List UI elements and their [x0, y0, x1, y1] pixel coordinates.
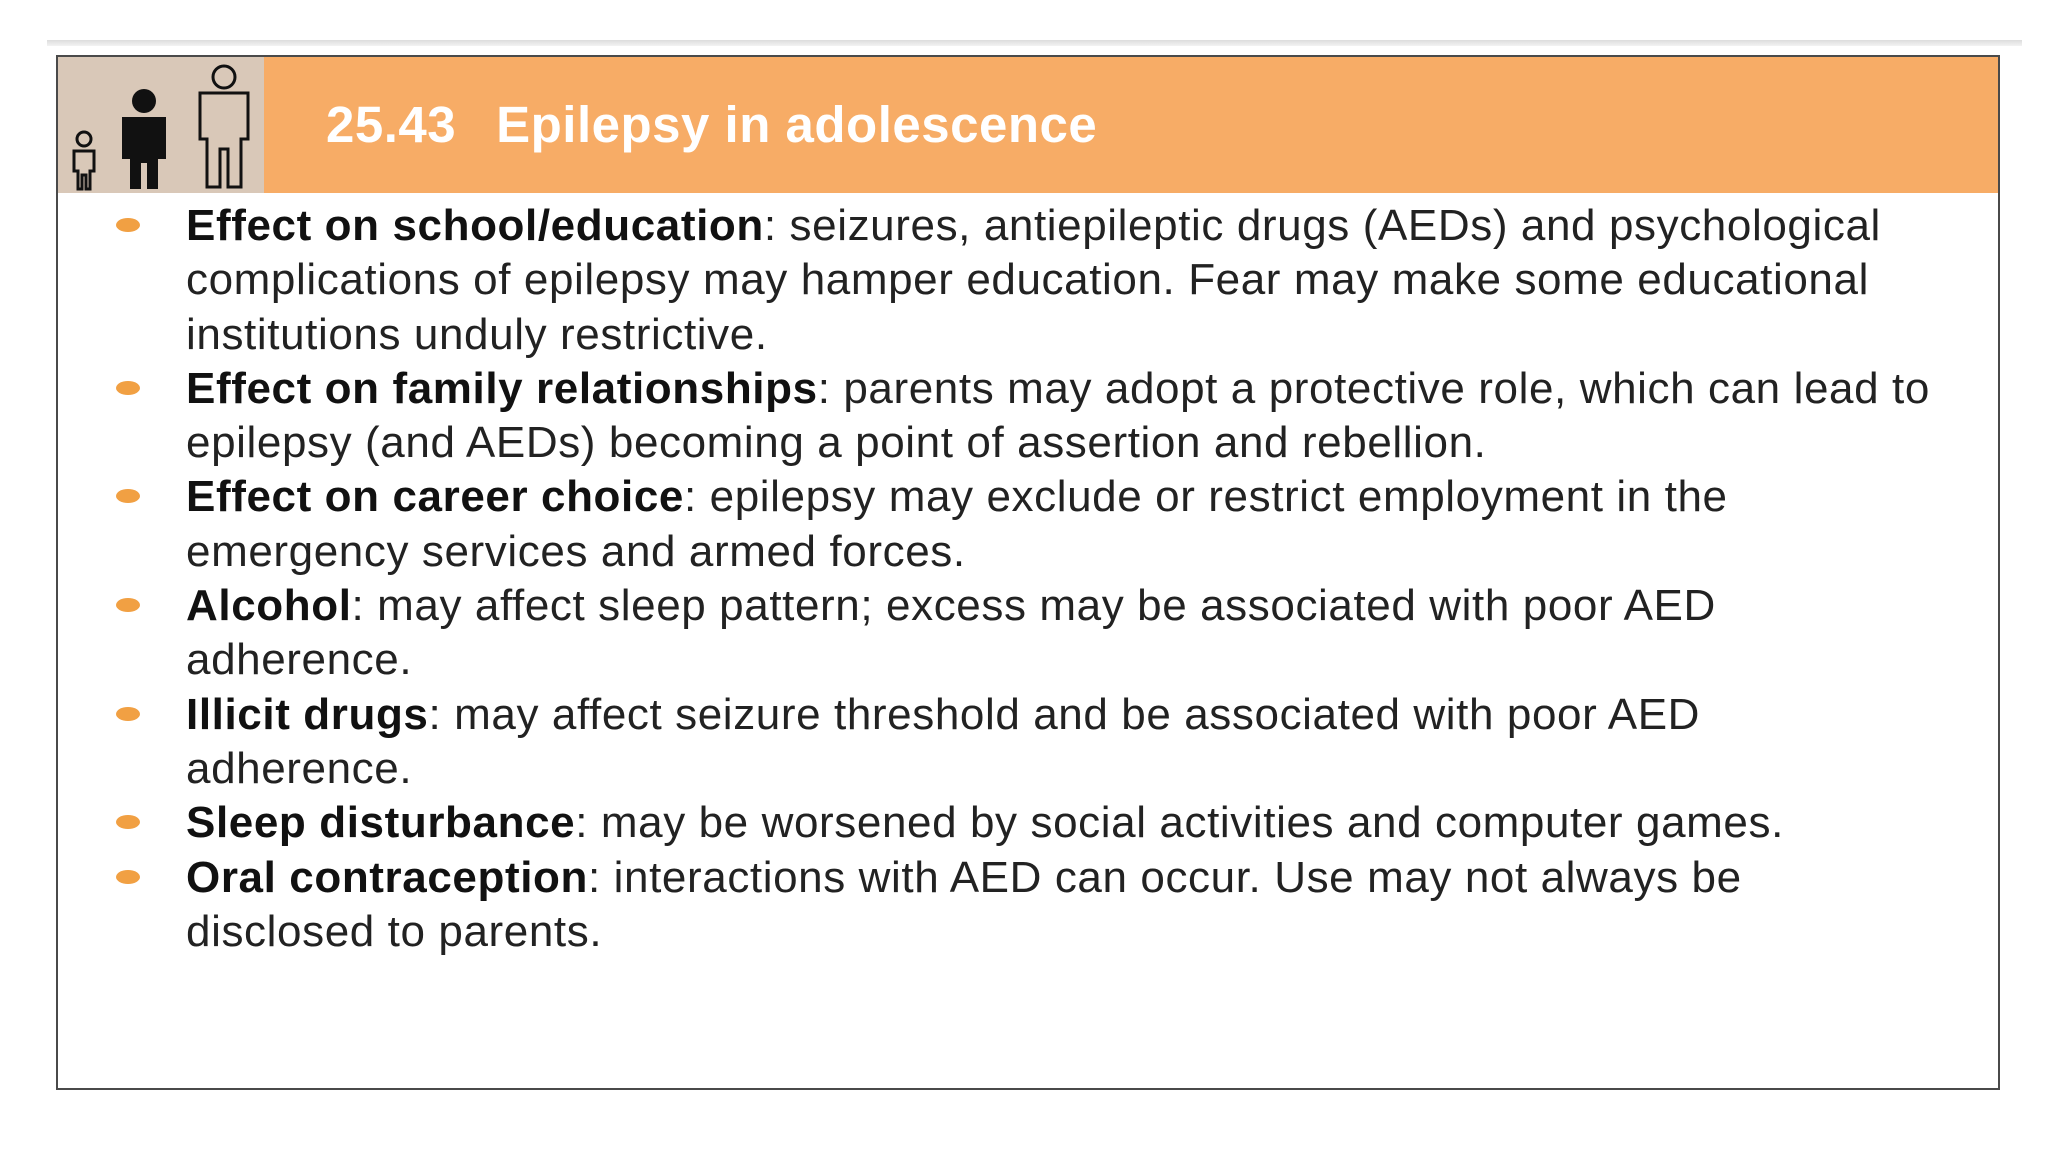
- icon-panel: [58, 57, 264, 193]
- item-text: : interactions with AED can occur. Use may not always be disclosed to parents.: [186, 852, 1742, 956]
- item-text: : epilepsy may exclude or restrict employment in the emergency services and armed forces.: [186, 472, 1728, 576]
- box-header: [58, 57, 1998, 193]
- item-text: : parents may adopt a protective role, which can lead to epilepsy (and AEDs) becoming a point of assertion and rebellion.: [186, 363, 1930, 468]
- bullet-dot: [116, 870, 140, 884]
- bullet-dot: [116, 815, 140, 829]
- item-text: : may be worsened by social activities and computer games.: [575, 798, 1784, 848]
- item-term: Effect on family relationships: [186, 363, 818, 413]
- bullet-dot: [116, 218, 140, 232]
- info-box: [56, 55, 2000, 1090]
- bullet-dot: [116, 381, 140, 395]
- item-text: : may affect sleep pattern; excess may be associated with poor AED adherence.: [186, 581, 1716, 685]
- item-term: Illicit drugs: [186, 689, 429, 739]
- item-term: Effect on school/education: [186, 201, 764, 250]
- list-item: [58, 688, 1998, 797]
- item-text: : may affect seizure threshold and be associated with poor AED adherence.: [186, 689, 1701, 793]
- list-item: [58, 362, 1998, 471]
- bullet-list: [58, 199, 1998, 959]
- family-figures-icon: [62, 63, 262, 191]
- item-term: Oral contraception: [186, 852, 588, 902]
- box-title-text: Epilepsy in adolescence: [496, 96, 1098, 153]
- list-item: [58, 470, 1998, 579]
- list-item: [58, 851, 1998, 960]
- top-divider: [47, 40, 2022, 46]
- bullet-dot: [116, 489, 140, 503]
- item-term: Effect on career choice: [186, 472, 684, 522]
- item-term: Sleep disturbance: [186, 798, 576, 848]
- item-term: Alcohol: [186, 581, 352, 631]
- list-item: [58, 579, 1998, 688]
- list-item: [58, 199, 1998, 362]
- list-item: [58, 796, 1998, 850]
- item-text: : seizures, antiepileptic drugs (AEDs) and psychological complications of epilepsy may hamper education. Fear may make some educational institutions unduly restrictive.: [186, 201, 1881, 359]
- box-title: [326, 95, 1097, 154]
- bullet-dot: [116, 707, 140, 721]
- box-number: 25.43: [326, 96, 457, 153]
- bullet-dot: [116, 598, 140, 612]
